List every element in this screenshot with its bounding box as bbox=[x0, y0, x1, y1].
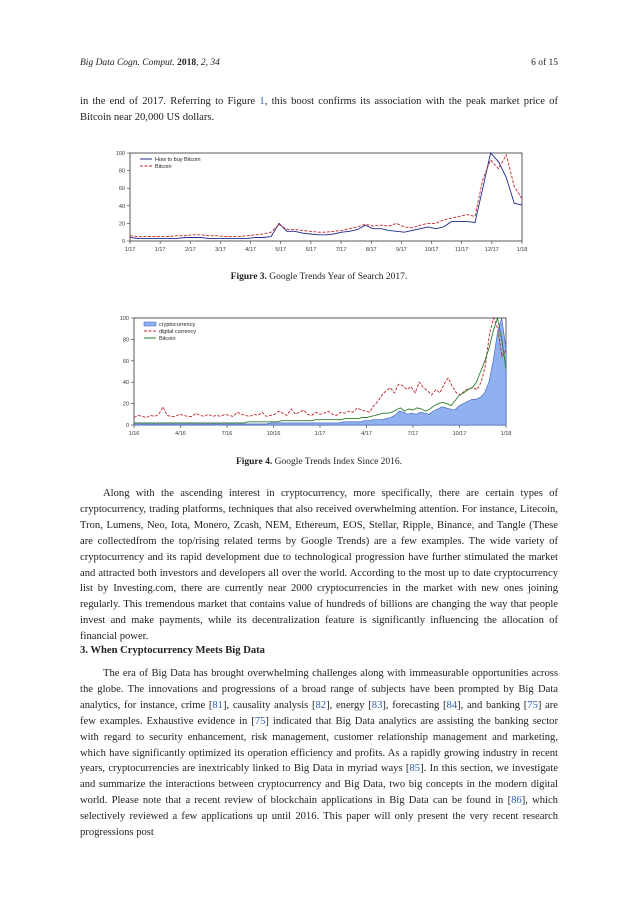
x-tick-label: 4/17 bbox=[245, 247, 256, 253]
y-tick-label: 80 bbox=[122, 337, 129, 344]
x-tick-label: 9/17 bbox=[396, 247, 407, 253]
figure-4-chart bbox=[112, 312, 532, 440]
figure-3-caption: Figure 3. Google Trends Year of Search 2017. bbox=[230, 272, 408, 282]
x-tick-label: 5/17 bbox=[275, 247, 287, 253]
section-heading: 3. When Cryptocurrency Meets Big Data bbox=[80, 645, 265, 656]
citation-link[interactable]: 84 bbox=[446, 699, 458, 711]
y-tick-label: 0 bbox=[121, 239, 125, 245]
y-tick-label: 60 bbox=[118, 186, 125, 193]
x-tick-label: 1/17 bbox=[314, 431, 326, 437]
paragraph-crypto-types: Along with the ascending interest in cryptocurrency, more specifically, there are certain types of cryptocurrency, trading platforms, techniques that also received overwhelming attention. For instance, Litecoin, Tron, Lumens, Neo, Iota, Monero, Zcash, NEM, Ethereum, EOS, Stellar, Ripple, Binance, and Tangle (These are collectedfrom the top/rising related terms by Google Trends) are a few examples. The wide variety of cryptocurrency and its rapid development due to technological progression have further stimulated the market and attracted both investors and developers all over the world. According to the most up to date cryptocurrency list by Investing.com, there are currently near 2000 cryptocurrencies in the market with new ones joining regularly. This tremendous market that contains value of hundreds of billions are changing the way that people invest and make payments, while its decentralization feature is significantly influencing the allocation of financial power. bbox=[80, 488, 558, 643]
y-tick-label: 100 bbox=[115, 151, 125, 157]
x-tick-label: 3/17 bbox=[215, 247, 226, 253]
x-tick-label: 1/18 bbox=[516, 247, 528, 253]
x-tick-label: 1/17 bbox=[124, 247, 136, 253]
chart-legend bbox=[144, 322, 196, 342]
y-tick-label: 80 bbox=[118, 168, 125, 175]
x-tick-label: 10/17 bbox=[424, 247, 439, 253]
x-tick-label: 10/16 bbox=[266, 431, 281, 437]
legend-swatch bbox=[144, 322, 156, 326]
paragraph-big-data: The era of Big Data has brought overwhelming challenges along with immeasurable opportunities across the globe. The innovations and progressions of a broad range of subjects have been prompted by Big Data analytics, for instance, crime [81], causality analysis [82], energy [83], forecasting [84], and banking [75] are few examples. Exhaustive evidence in [75] indicated that Big Data analytics are assisting the banking sector with regard to security enhancement, risk management, customer relationship management and marketing, which have significantly optimized its operation efficiency and profits. As a rapidly growing industry in recent years, cryptocurrencies are inextricably linked to Big Data in myriad ways [85]. In this section, we investigate and summarize the interactions between cryptocurrency and Big Data, two big concepts in the modern digital world. Please note that a recent review of blockchain applications in Big Data can be found in [86], which selectively reviewed a few applications up until 2016. This paper will only present the very recent research progressions post bbox=[80, 668, 559, 839]
x-tick-label: 7/17 bbox=[407, 431, 419, 437]
citation-link[interactable]: 81 bbox=[212, 699, 223, 711]
citation-link[interactable]: 82 bbox=[315, 699, 327, 711]
figure-3-chart bbox=[112, 145, 532, 260]
x-tick-label: 7/17 bbox=[335, 247, 347, 253]
x-tick-label: 4/17 bbox=[361, 431, 372, 437]
x-tick-label: 12/17 bbox=[484, 247, 499, 253]
x-tick-label: 7/16 bbox=[221, 431, 233, 437]
y-tick-label: 20 bbox=[118, 221, 125, 228]
x-tick-label: 11/17 bbox=[455, 247, 469, 253]
x-tick-label: 6/17 bbox=[305, 247, 317, 253]
paragraph-top: in the end of 2017. Referring to Figure 1, this boost confirms its association with the peak market price of Bitcoin near 20,000 US dollars. bbox=[80, 96, 558, 123]
line-series-bitcoin bbox=[130, 155, 522, 237]
citation-link[interactable]: 86 bbox=[511, 795, 522, 807]
figure-4-caption: Figure 4. Google Trends Index Since 2016. bbox=[235, 457, 403, 467]
x-tick-label: 4/16 bbox=[175, 431, 186, 437]
citation-link[interactable]: 85 bbox=[409, 763, 421, 775]
page-number: 6 of 15 bbox=[531, 58, 558, 68]
legend-label: Bitcoin bbox=[159, 336, 176, 342]
citation-link[interactable]: 83 bbox=[371, 699, 383, 711]
x-tick-label: 1/17 bbox=[154, 247, 166, 253]
y-tick-label: 40 bbox=[122, 380, 129, 387]
figure-reference-link[interactable]: 1 bbox=[259, 96, 265, 107]
legend-label: cryptocurrency bbox=[159, 322, 196, 328]
x-tick-label: 1/18 bbox=[500, 431, 512, 437]
y-tick-label: 20 bbox=[122, 401, 129, 408]
y-tick-label: 40 bbox=[118, 203, 125, 210]
y-tick-label: 0 bbox=[125, 423, 129, 429]
legend-label: How to buy Bitcoin bbox=[155, 157, 201, 163]
x-tick-label: 2/17 bbox=[184, 247, 196, 253]
y-tick-label: 100 bbox=[119, 316, 129, 322]
legend-label: digital currency bbox=[159, 329, 196, 335]
line-series-how-to-buy-bitcoin bbox=[130, 153, 522, 238]
citation-link[interactable]: 75 bbox=[527, 699, 538, 711]
journal-citation: Big Data Cogn. Comput. 2018, 2, 34 bbox=[80, 58, 220, 68]
citation-link[interactable]: 75 bbox=[254, 715, 266, 727]
y-tick-label: 60 bbox=[122, 358, 129, 365]
chart-legend bbox=[140, 157, 201, 170]
legend-label: Bitcoin bbox=[155, 164, 172, 170]
x-tick-label: 8/17 bbox=[365, 247, 377, 253]
x-tick-label: 1/16 bbox=[128, 431, 140, 437]
x-tick-label: 10/17 bbox=[452, 431, 467, 437]
plot-frame bbox=[130, 153, 522, 241]
